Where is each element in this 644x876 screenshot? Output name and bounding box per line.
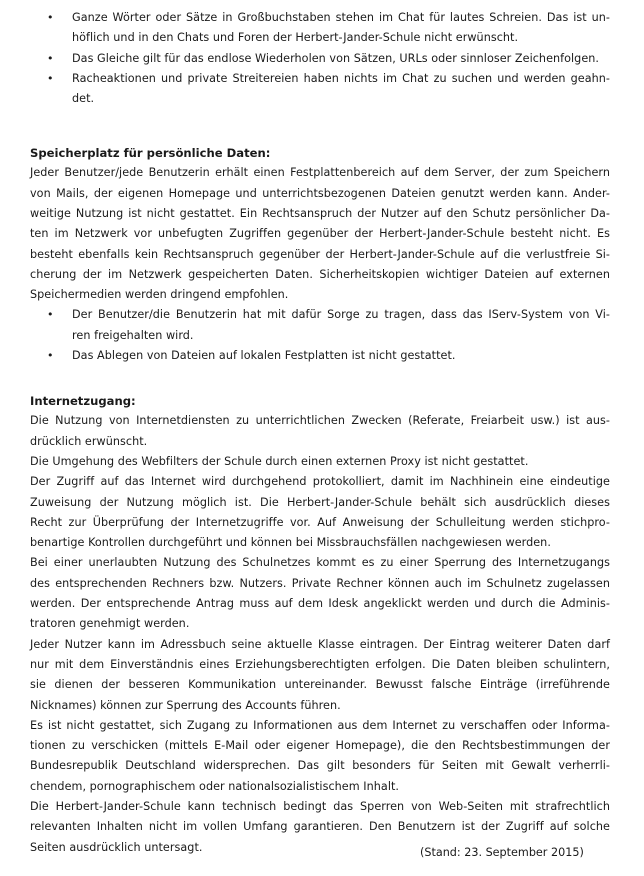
paragraph-line: Zuweisung der Nutzung möglich ist. Die Herbert-Jander-Schule behält sich ausdrücklich dieses [30,495,610,509]
paragraph-line: cherung der im Netzwerk gespeicherten Daten. Sicherheitskopien wichtiger Dateien auf externen [30,267,610,281]
paragraph-line: Der Zugriff auf das Internet wird durchgehend protokolliert, damit im Nachhinein eine eindeutige [30,475,610,489]
bullet-icon: • [47,349,54,362]
bullet-item-line: Das Gleiche gilt für das endlose Wiederholen von Sätzen, URLs oder sinnloser Zeichenfolgen. [72,51,600,65]
bullet-item-line: det. [72,92,95,106]
bullet-item-line: ren freigehalten wird. [72,328,194,342]
paragraph-line: des entsprechenden Rechners bzw. Nutzers. Private Rechner können auch im Schulnetz zugelassen [30,576,610,590]
paragraph-line: benartige Kontrollen durchgeführt und können bei Missbrauchsfällen nachgewiesen werden. [30,536,551,550]
bullet-item-line: Das Ablegen von Dateien auf lokalen Festplatten ist nicht gestattet. [72,349,456,362]
stand-date: (Stand: 23. September 2015) [420,846,584,859]
section-heading: Speicherplatz für persönliche Daten: [30,146,271,160]
bullet-icon: • [47,11,54,24]
paragraph-line: Die Herbert-Jander-Schule kann technisch bedingt das Sperren von Web-Seiten mit strafrechtlich [30,800,610,813]
paragraph-line: Seiten ausdrücklich untersagt. [30,840,203,854]
bullet-item-line: Racheaktionen und private Streitereien haben nichts im Chat zu suchen und werden geahn- [72,71,610,85]
paragraph-line: ten im Netzwerk vor unbefugten Zugriffen gegenüber der Herbert-Jander-Schule besteht nicht. Es [30,227,610,241]
paragraph-line: Recht zur Überprüfung der Internetzugriffe vor. Auf Anweisung der Schulleitung werden stichpro- [30,515,610,529]
paragraph-line: weitige Nutzung ist nicht gestattet. Ein Rechtsanspruch der Nutzer auf den Schutz persönlicher Da- [30,206,610,220]
paragraph-line: sie dienen der besseren Kommunikation untereinander. Bewusst falsche Einträge (irreführende [30,678,610,692]
paragraph-line: chendem, pornographischem oder nationalsozialistischem Inhalt. [30,779,400,793]
paragraph-line: Jeder Benutzer/jede Benutzerin erhält einen Festplattenbereich auf dem Server, der zum Speichern [30,166,610,180]
paragraph-line: Bei einer unerlaubten Nutzung des Schulnetzes kommt es zu einer Sperrung des Internetzugangs [30,556,610,570]
bullet-item-line: Der Benutzer/die Benutzerin hat mit dafür Sorge zu tragen, dass das IServ-System von Vi- [72,308,610,322]
paragraph-line: Jeder Nutzer kann im Adressbuch seine aktuelle Klasse eintragen. Der Eintrag weiterer Daten darf [30,637,610,651]
paragraph-line: relevanten Inhalten nicht im vollen Umfang garantieren. Den Benutzern ist der Zugriff auf solche [30,820,610,834]
paragraph-line: tratoren genehmigt werden. [30,617,190,631]
paragraph-line: tionen zu verschicken (mittels E-Mail oder eigener Homepage), die den Rechtsbestimmungen der [30,739,610,753]
paragraph-line: Die Umgehung des Webfilters der Schule durch einen externen Proxy ist nicht gestattet. [30,454,529,468]
section-heading: Internetzugang: [30,394,136,408]
bullet-item-line: Ganze Wörter oder Sätze in Großbuchstaben stehen im Chat für lautes Schreien. Das ist un- [72,11,610,24]
paragraph-line: drücklich erwünscht. [30,434,148,448]
paragraph-line: Es ist nicht gestattet, sich Zugang zu Informationen aus dem Internet zu verschaffen oder Informa- [30,718,610,732]
bullet-icon: • [47,51,54,65]
paragraph-line: nur mit dem Einverständnis eines Erziehungsberechtigten erfolgen. Die Daten bleiben schulintern, [30,657,610,671]
paragraph-line: Bundesrepublik Deutschland widersprechen. Das gilt besonders für Seiten mit Gewalt verherrli- [30,759,610,773]
paragraph-line: Die Nutzung von Internetdiensten zu unterrichtlichen Zwecken (Referate, Freiarbeit usw.) ist aus- [30,414,610,428]
paragraph-line: Speichermedien werden dringend empfohlen. [30,288,289,302]
paragraph-line: werden. Der entsprechende Antrag muss auf dem Idesk angeklickt werden und durch die Adminis- [30,597,610,610]
paragraph-line: Nicknames) können zur Sperrung des Accounts führen. [30,698,341,712]
bullet-icon: • [47,308,54,322]
paragraph-line: besteht ebenfalls kein Rechtsanspruch gegenüber der Herbert-Jander-Schule auf die verlustfreie Si- [30,247,610,261]
paragraph-line: von Mails, der eigenen Homepage und unterrichtsbezogenen Dateien genutzt werden kann. Ander- [30,186,610,200]
bullet-icon: • [47,71,54,85]
bullet-item-line: höflich und in den Chats und Foren der Herbert-Jander-Schule nicht erwünscht. [72,31,519,45]
